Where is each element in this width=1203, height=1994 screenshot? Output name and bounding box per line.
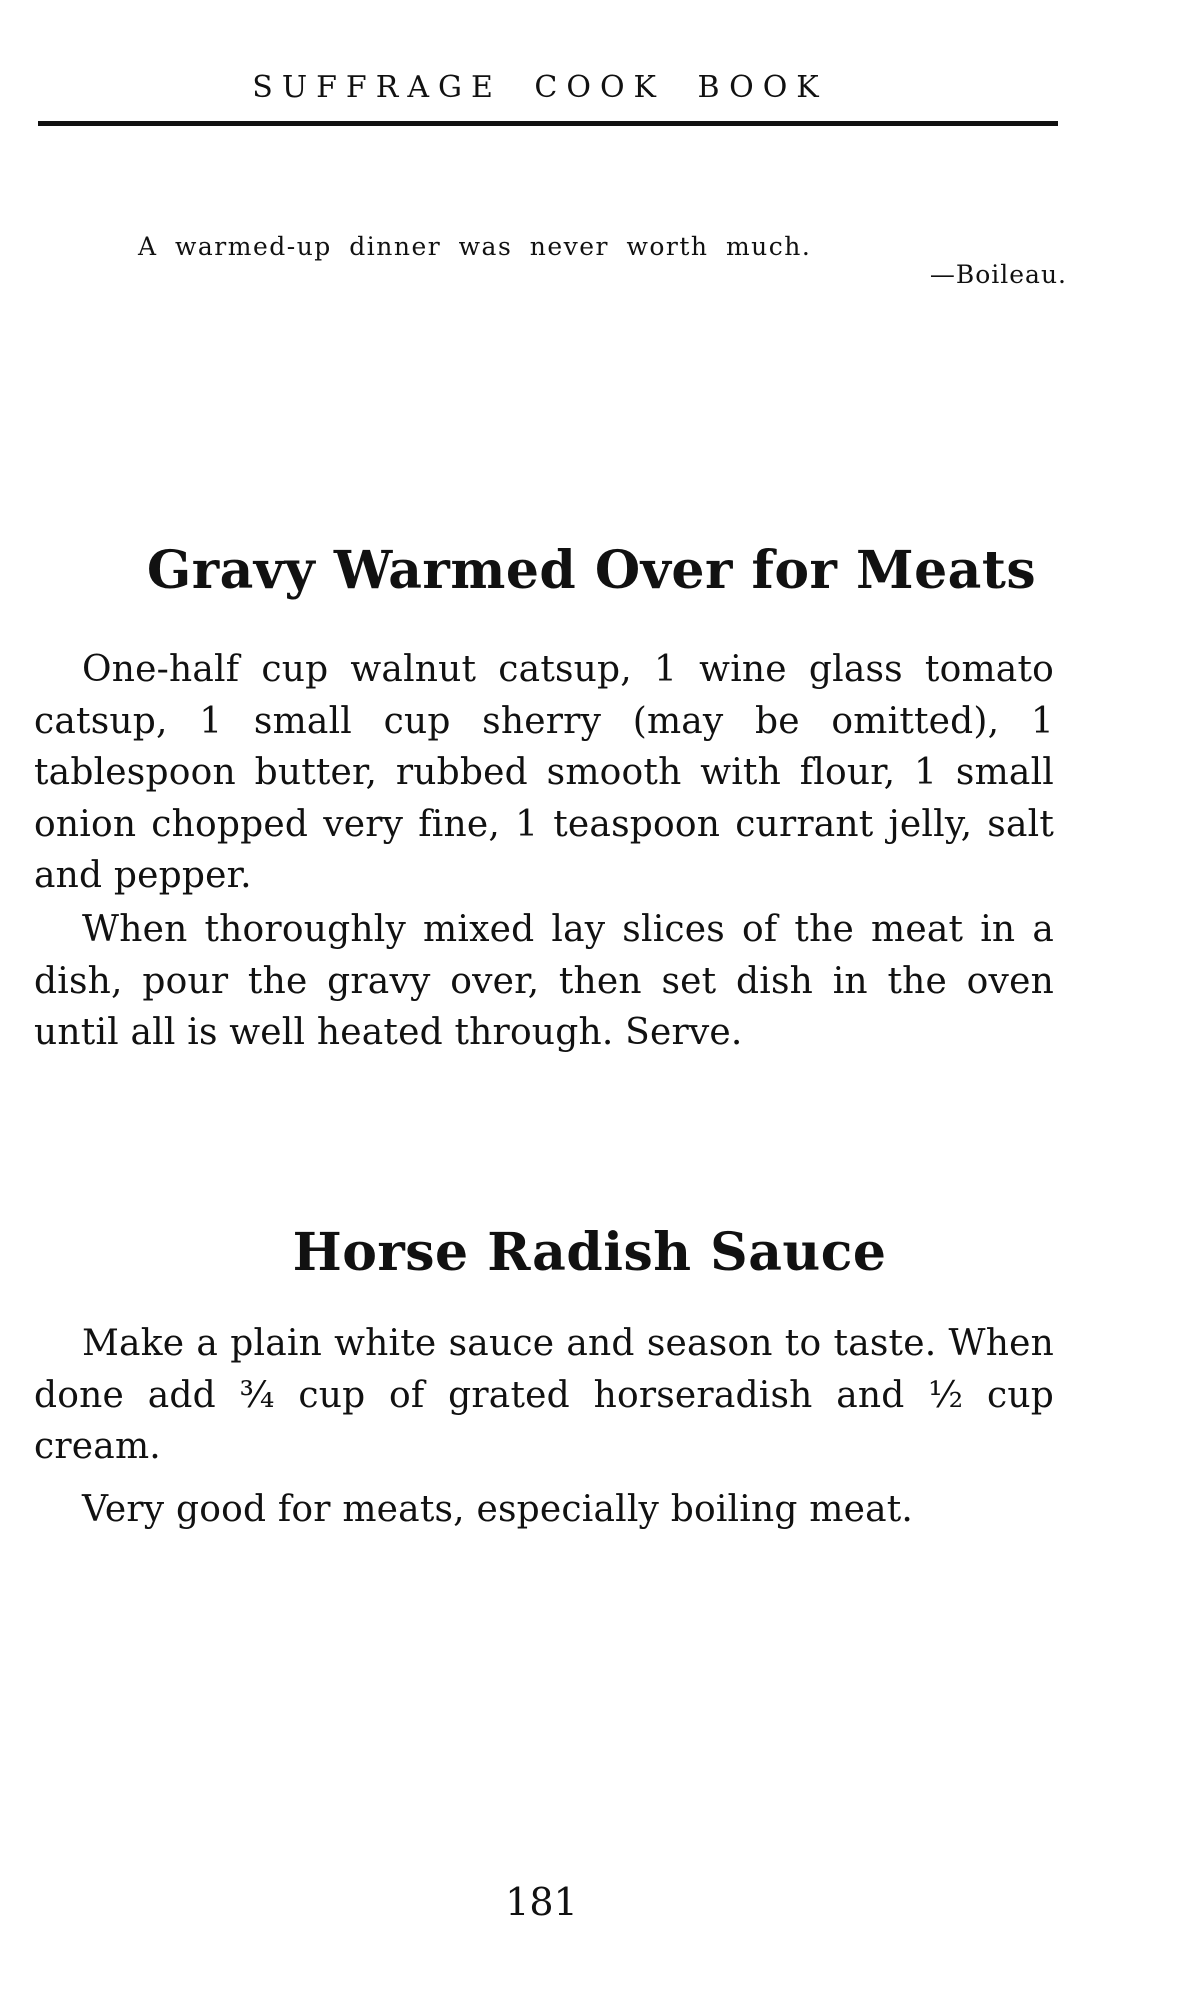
recipe-paragraph: One-half cup walnut catsup, 1 wine glass tomato catsup, 1 small cup sherry (may be omitted), 1 tablespoon butter, rubbed smooth with flour, 1 small onion chopped very fine, 1 teaspoon currant jelly, salt and pepper. xyxy=(34,649,1054,896)
page-number: 181 xyxy=(505,1880,578,1924)
epigraph-quote: A warmed-up dinner was never worth much. xyxy=(138,232,812,261)
recipe-paragraph: When thoroughly mixed lay slices of the meat in a dish, pour the gravy over, then set dish in the oven until all is well heated through. Serve. xyxy=(34,909,1054,1053)
recipe-title-gravy: Gravy Warmed Over for Meats xyxy=(146,540,1037,601)
recipe-title-horse-radish: Horse Radish Sauce xyxy=(292,1222,887,1283)
header-rule xyxy=(38,121,1058,126)
running-header: SUFFRAGE COOK BOOK xyxy=(252,70,828,105)
recipe-paragraph: Very good for meats, especially boiling meat. xyxy=(82,1489,914,1530)
epigraph-author: —Boileau. xyxy=(929,260,1067,289)
recipe-paragraph: Make a plain white sauce and season to taste. When done add ¾ cup of grated horseradish and ½ cup cream. xyxy=(34,1323,1054,1467)
